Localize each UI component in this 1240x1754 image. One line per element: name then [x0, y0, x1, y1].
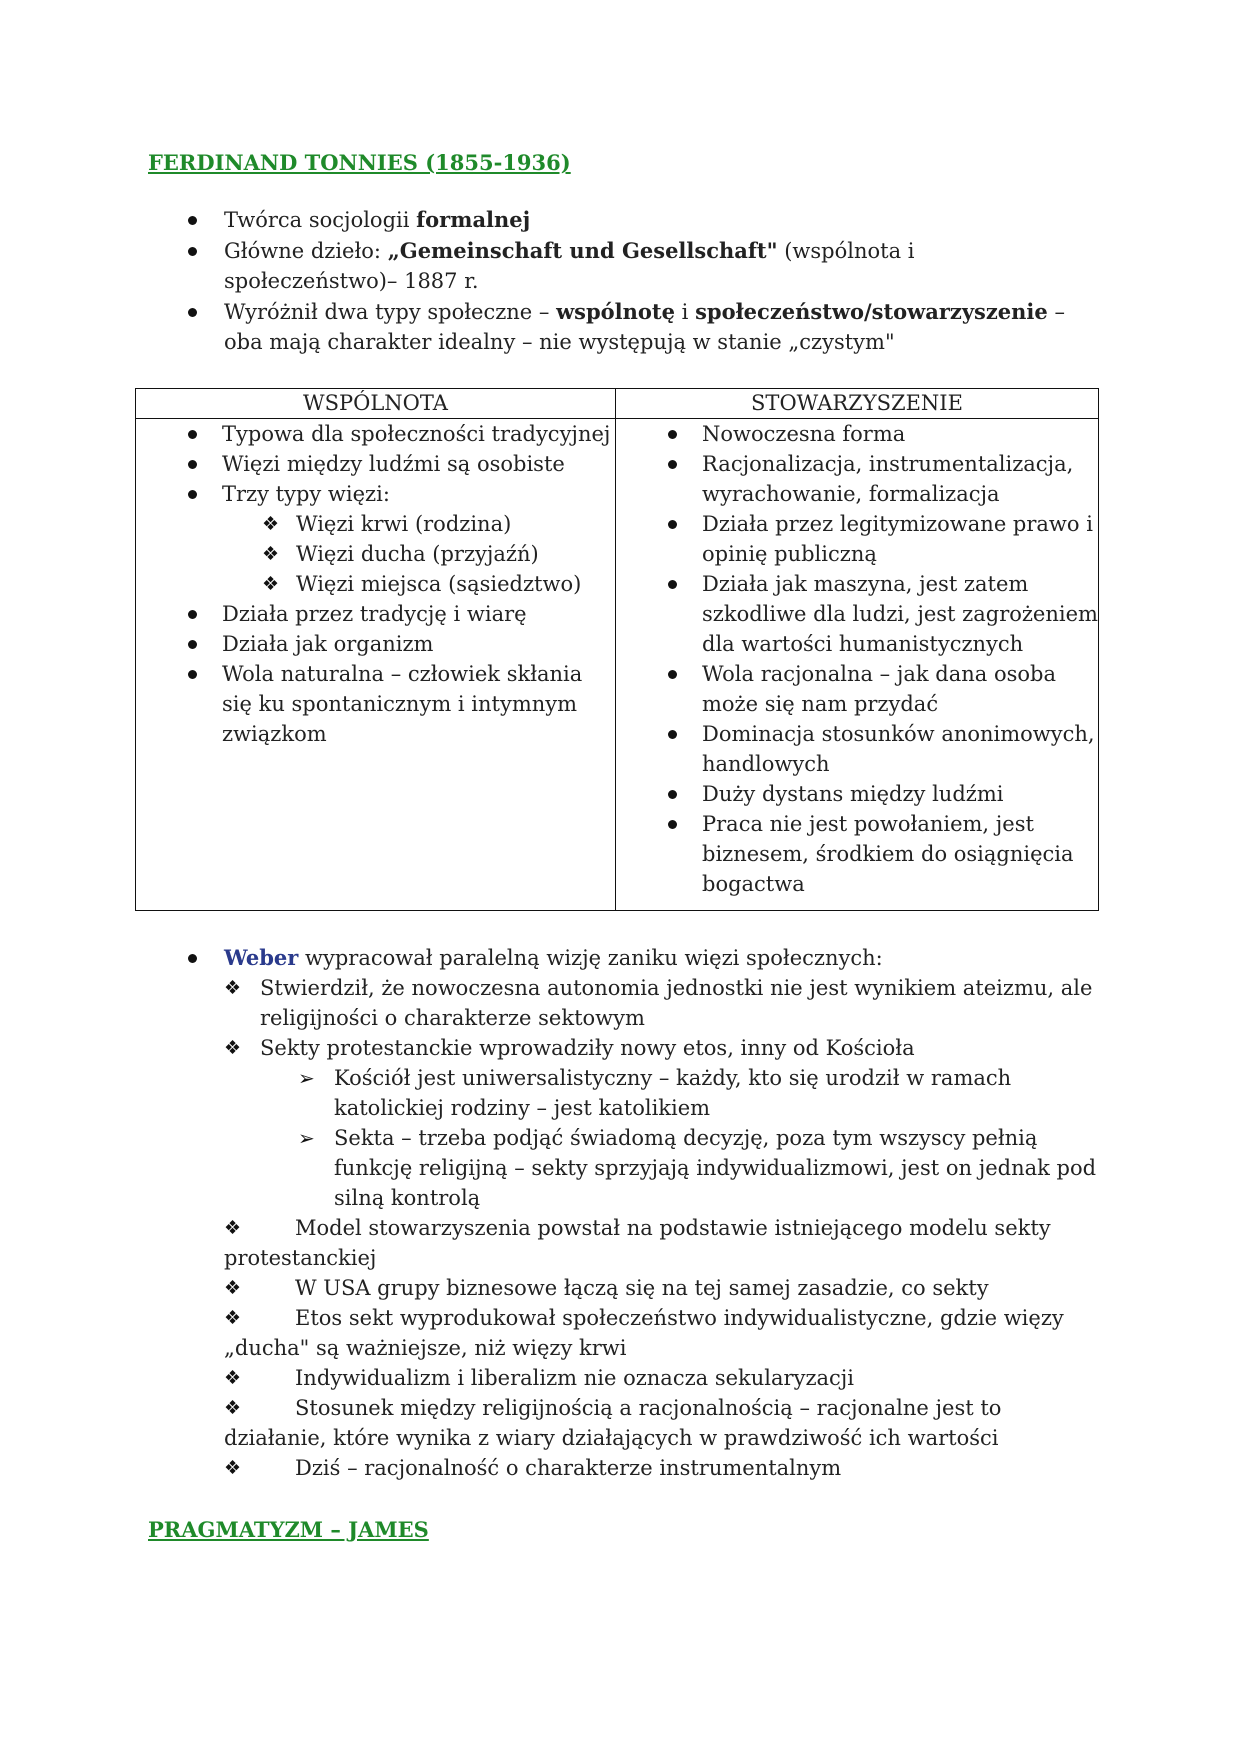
- header-wspolnota: WSPÓLNOTA: [136, 389, 616, 419]
- list-item: [148, 943, 1108, 973]
- header-stowarzyszenie: STOWARZYSZENIE: [616, 389, 1099, 419]
- sub-list-item: ❖ Indywidualizm i liberalizm nie oznacza sekularyzacji: [224, 1363, 1108, 1393]
- list-item: Racjonalizacja, instrumentalizacja, wyrachowanie, formalizacja: [616, 449, 1098, 509]
- sub-list-item: ❖ W USA grupy biznesowe łączą się na tej samej zasadzie, co sekty: [224, 1273, 1108, 1303]
- bold-text: „Gemeinschaft und Gesellschaft": [387, 238, 778, 263]
- list-item: Działa przez tradycję i wiarę: [136, 599, 615, 629]
- text: – oba mają charakter idealny – nie występują w stanie „czystym": [224, 300, 1065, 354]
- stowarzyszenie-list: [616, 419, 1098, 899]
- wspolnota-list: [136, 419, 615, 749]
- heading-pragmatyzm: PRAGMATYZM – JAMES: [148, 1517, 429, 1542]
- comparison-table: [135, 388, 1099, 911]
- sub-list-item: ❖ Więzi miejsca (sąsiedztwo): [136, 569, 615, 599]
- weber-name: Weber: [224, 945, 299, 970]
- list-item: Wola racjonalna – jak dana osoba może się nam przydać: [616, 659, 1098, 719]
- sub-list-item: ❖ Sekty protestanckie wprowadziły nowy etos, inny od Kościoła: [148, 1033, 1108, 1063]
- heading-tonnies: FERDINAND TONNIES (1855-1936): [148, 150, 571, 175]
- list-item: Typowa dla społeczności tradycyjnej: [136, 419, 615, 449]
- list-item: Duży dystans między ludźmi: [616, 779, 1098, 809]
- text: i: [675, 300, 696, 324]
- weber-list: [148, 943, 1108, 1483]
- list-item: [148, 236, 1078, 296]
- sub-list-item: ❖ Więzi krwi (rodzina): [136, 509, 615, 539]
- bold-text: formalnej: [416, 207, 531, 232]
- sub-list-item: ❖ Model stowarzyszenia powstał na podstawie istniejącego modelu sekty protestanckiej: [224, 1213, 1108, 1273]
- arrow-list-item: ➢ Kościół jest uniwersalistyczny – każdy, kto się urodził w ramach katolickiej rodziny – jest katolikiem: [148, 1063, 1108, 1123]
- list-item: Praca nie jest powołaniem, jest biznesem, środkiem do osiągnięcia bogactwa: [616, 809, 1098, 899]
- sub-list-item: ❖ Więzi ducha (przyjaźń): [136, 539, 615, 569]
- arrow-list-item: ➢ Sekta – trzeba podjąć świadomą decyzję, poza tym wszyscy pełnią funkcję religijną – sekty sprzyjają indywidualizmowi, jest on jednak pod silną kontrolą: [148, 1123, 1108, 1213]
- cell-stowarzyszenie: [616, 419, 1099, 911]
- list-item: Dominacja stosunków anonimowych, handlowych: [616, 719, 1098, 779]
- intro-list: [148, 205, 1078, 358]
- list-item: Działa jak maszyna, jest zatem szkodliwe dla ludzi, jest zagrożeniem dla wartości humanistycznych: [616, 569, 1098, 659]
- list-item: Trzy typy więzi:: [136, 479, 615, 509]
- table-header-row: [136, 389, 1099, 419]
- sub-list-item: ❖ Stosunek między religijnością a racjonalnością – racjonalne jest to działanie, które wynika z wiary działających w prawdziwość ich wartości: [224, 1393, 1108, 1453]
- list-item: [148, 297, 1078, 357]
- bold-text: wspólnotę: [556, 299, 675, 324]
- list-item: Nowoczesna forma: [616, 419, 1098, 449]
- text: Twórca socjologii: [224, 208, 417, 232]
- sub-list-item: ❖ Etos sekt wyprodukował społeczeństwo indywidualistyczne, gdzie więzy „ducha" są ważniejsze, niż więzy krwi: [224, 1303, 1108, 1363]
- cell-wspolnota: [136, 419, 616, 911]
- text: Wyróżnił dwa typy społeczne –: [224, 300, 557, 324]
- sub-list-item: ❖ Stwierdził, że nowoczesna autonomia jednostki nie jest wynikiem ateizmu, ale religijności o charakterze sektowym: [148, 973, 1108, 1033]
- list-item: Więzi między ludźmi są osobiste: [136, 449, 615, 479]
- list-item: Działa jak organizm: [136, 629, 615, 659]
- text: (wspólnota i społeczeństwo)– 1887 r.: [224, 239, 915, 293]
- text: wypracował paralelną wizję zaniku więzi społecznych:: [298, 946, 883, 970]
- text: Główne dzieło:: [224, 239, 388, 263]
- sub-list-item: ❖ Dziś – racjonalność o charakterze instrumentalnym: [224, 1453, 1108, 1483]
- table-row: [136, 419, 1099, 911]
- bold-text: społeczeństwo/stowarzyszenie: [695, 299, 1048, 324]
- list-item: Wola naturalna – człowiek skłania się ku spontanicznym i intymnym związkom: [136, 659, 615, 749]
- list-item: Działa przez legitymizowane prawo i opinię publiczną: [616, 509, 1098, 569]
- list-item: [148, 205, 1078, 235]
